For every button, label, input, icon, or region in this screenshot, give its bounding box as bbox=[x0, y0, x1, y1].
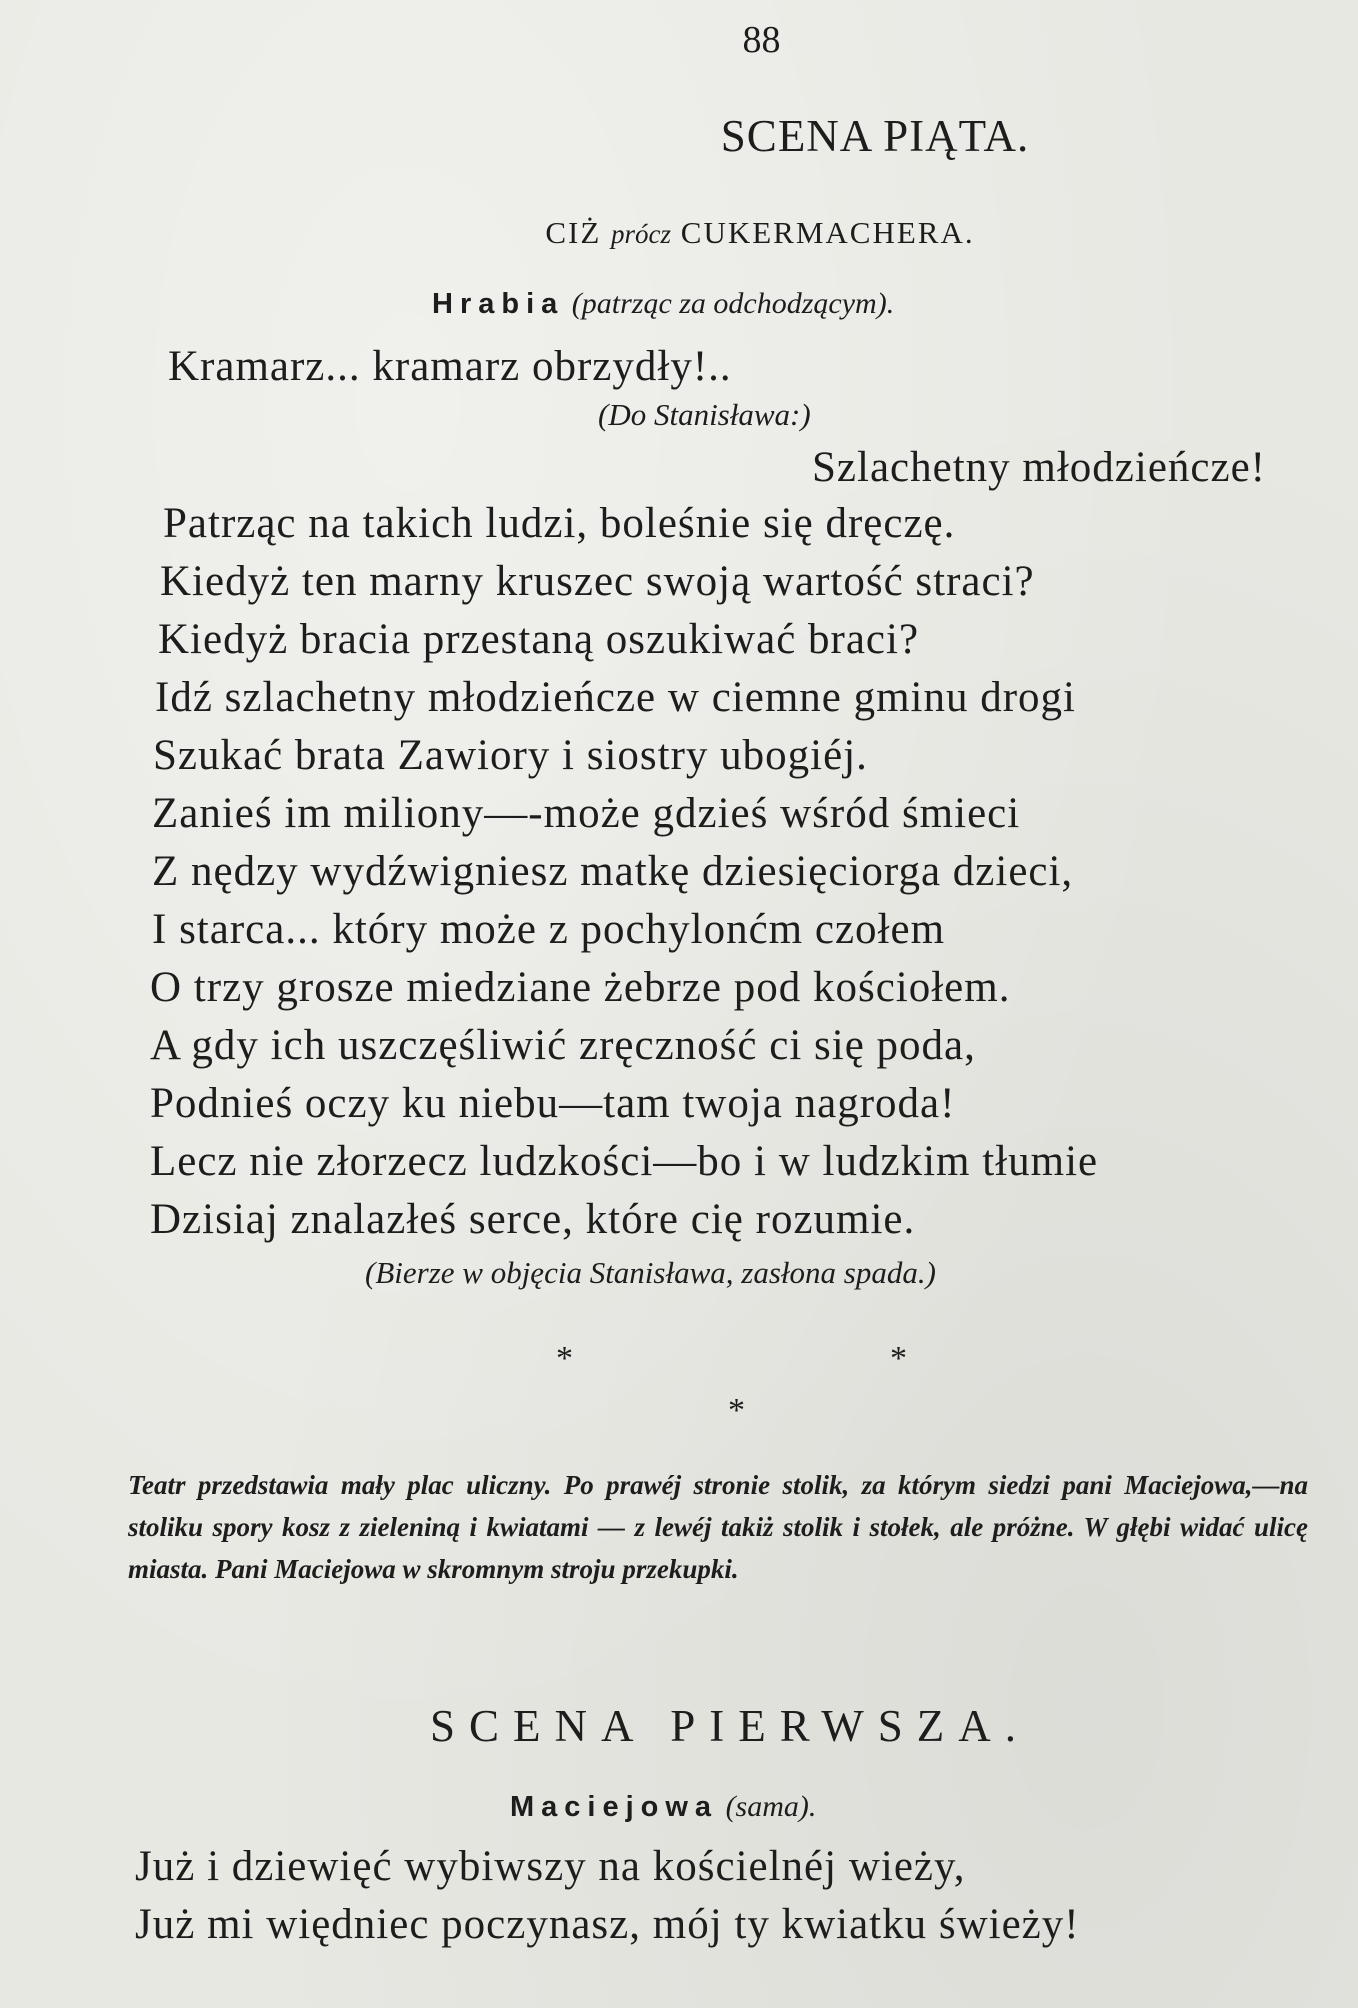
verse-line: Lecz nie złorzecz ludzkości—bo i w ludzkim tłumie bbox=[150, 1138, 1099, 1185]
separator-star-left: * bbox=[556, 1340, 573, 1377]
separator-star-bottom: * bbox=[728, 1392, 745, 1429]
speaker-note: (patrząc za odchodzącym). bbox=[571, 287, 895, 320]
verse-line: O trzy grosze miedziane żebrze pod kościołem. bbox=[150, 964, 1011, 1011]
aside-direction: (Do Stanisława:) bbox=[598, 397, 811, 432]
speaker-heading-maciejowa bbox=[510, 1790, 816, 1824]
separator-star-right: * bbox=[890, 1340, 907, 1377]
cast-part-b: prócz bbox=[611, 219, 672, 249]
speaker-name: Maciejowa bbox=[510, 1791, 719, 1823]
verse-line: Już i dziewięć wybiwszy na kościelnéj wieży, bbox=[135, 1843, 966, 1890]
scene-one-title: SCENA PIERWSZA. bbox=[429, 1701, 1031, 1751]
speaker-heading-hrabia bbox=[432, 287, 894, 321]
verse-line: I starca... który może z pochylonćm czołem bbox=[152, 906, 946, 953]
cast-part-a: CIŻ bbox=[545, 215, 602, 250]
verse-line: Kiedyż bracia przestaną oszukiwać braci? bbox=[158, 616, 920, 663]
stage-description: Teatr przedstawia mały plac uliczny. Po prawéj stronie stolik, za którym siedzi pani Maciejowa,—na stoliku spory kosz z zieleniną i kwiatami — z lewéj takiż stolik i stołek, ale próżne. W głębi widać ulicę miasta. Pani Maciejowa w skromnym stroju przekupki. bbox=[128, 1470, 1308, 1584]
verse-line: Szlachetny młodzieńcze! bbox=[812, 444, 1266, 491]
verse-line: Zanieś im miliony—-może gdzieś wśród śmieci bbox=[152, 790, 1021, 837]
speaker-name: Hrabia bbox=[432, 288, 565, 320]
verse-line: Patrząc na takich ludzi, boleśnie się dręczę. bbox=[163, 500, 956, 547]
verse-line: Już mi więdniec poczynasz, mój ty kwiatku świeży! bbox=[135, 1901, 1080, 1948]
verse-line: Szukać brata Zawiory i siostry ubogiéj. bbox=[153, 732, 868, 779]
verse-line: Kiedyż ten marny kruszec swoją wartość straci? bbox=[160, 558, 1035, 605]
page-number: 88 bbox=[742, 19, 781, 61]
verse-line: Z nędzy wydźwigniesz matkę dziesięciorga dzieci, bbox=[152, 848, 1074, 895]
verse-line: Kramarz... kramarz obrzydły!.. bbox=[168, 343, 732, 390]
scene-five-title: SCENA PIĄTA. bbox=[720, 111, 1030, 161]
verse-line: A gdy ich uszczęśliwić zręczność ci się poda, bbox=[150, 1022, 976, 1069]
cast-line bbox=[0, 215, 1358, 251]
speaker-note: (sama). bbox=[725, 1790, 817, 1823]
cast-part-c: CUKERMACHERA. bbox=[680, 215, 975, 250]
verse-line: Podnieś oczy ku niebu—tam twoja nagroda! bbox=[150, 1080, 956, 1127]
closing-stage-direction: (Bierze w objęcia Stanisława, zasłona spada.) bbox=[365, 1255, 936, 1290]
verse-line: Dzisiaj znalazłeś serce, które cię rozumie. bbox=[150, 1196, 916, 1243]
verse-line: Idź szlachetny młodzieńcze w ciemne gminu drogi bbox=[155, 674, 1077, 721]
